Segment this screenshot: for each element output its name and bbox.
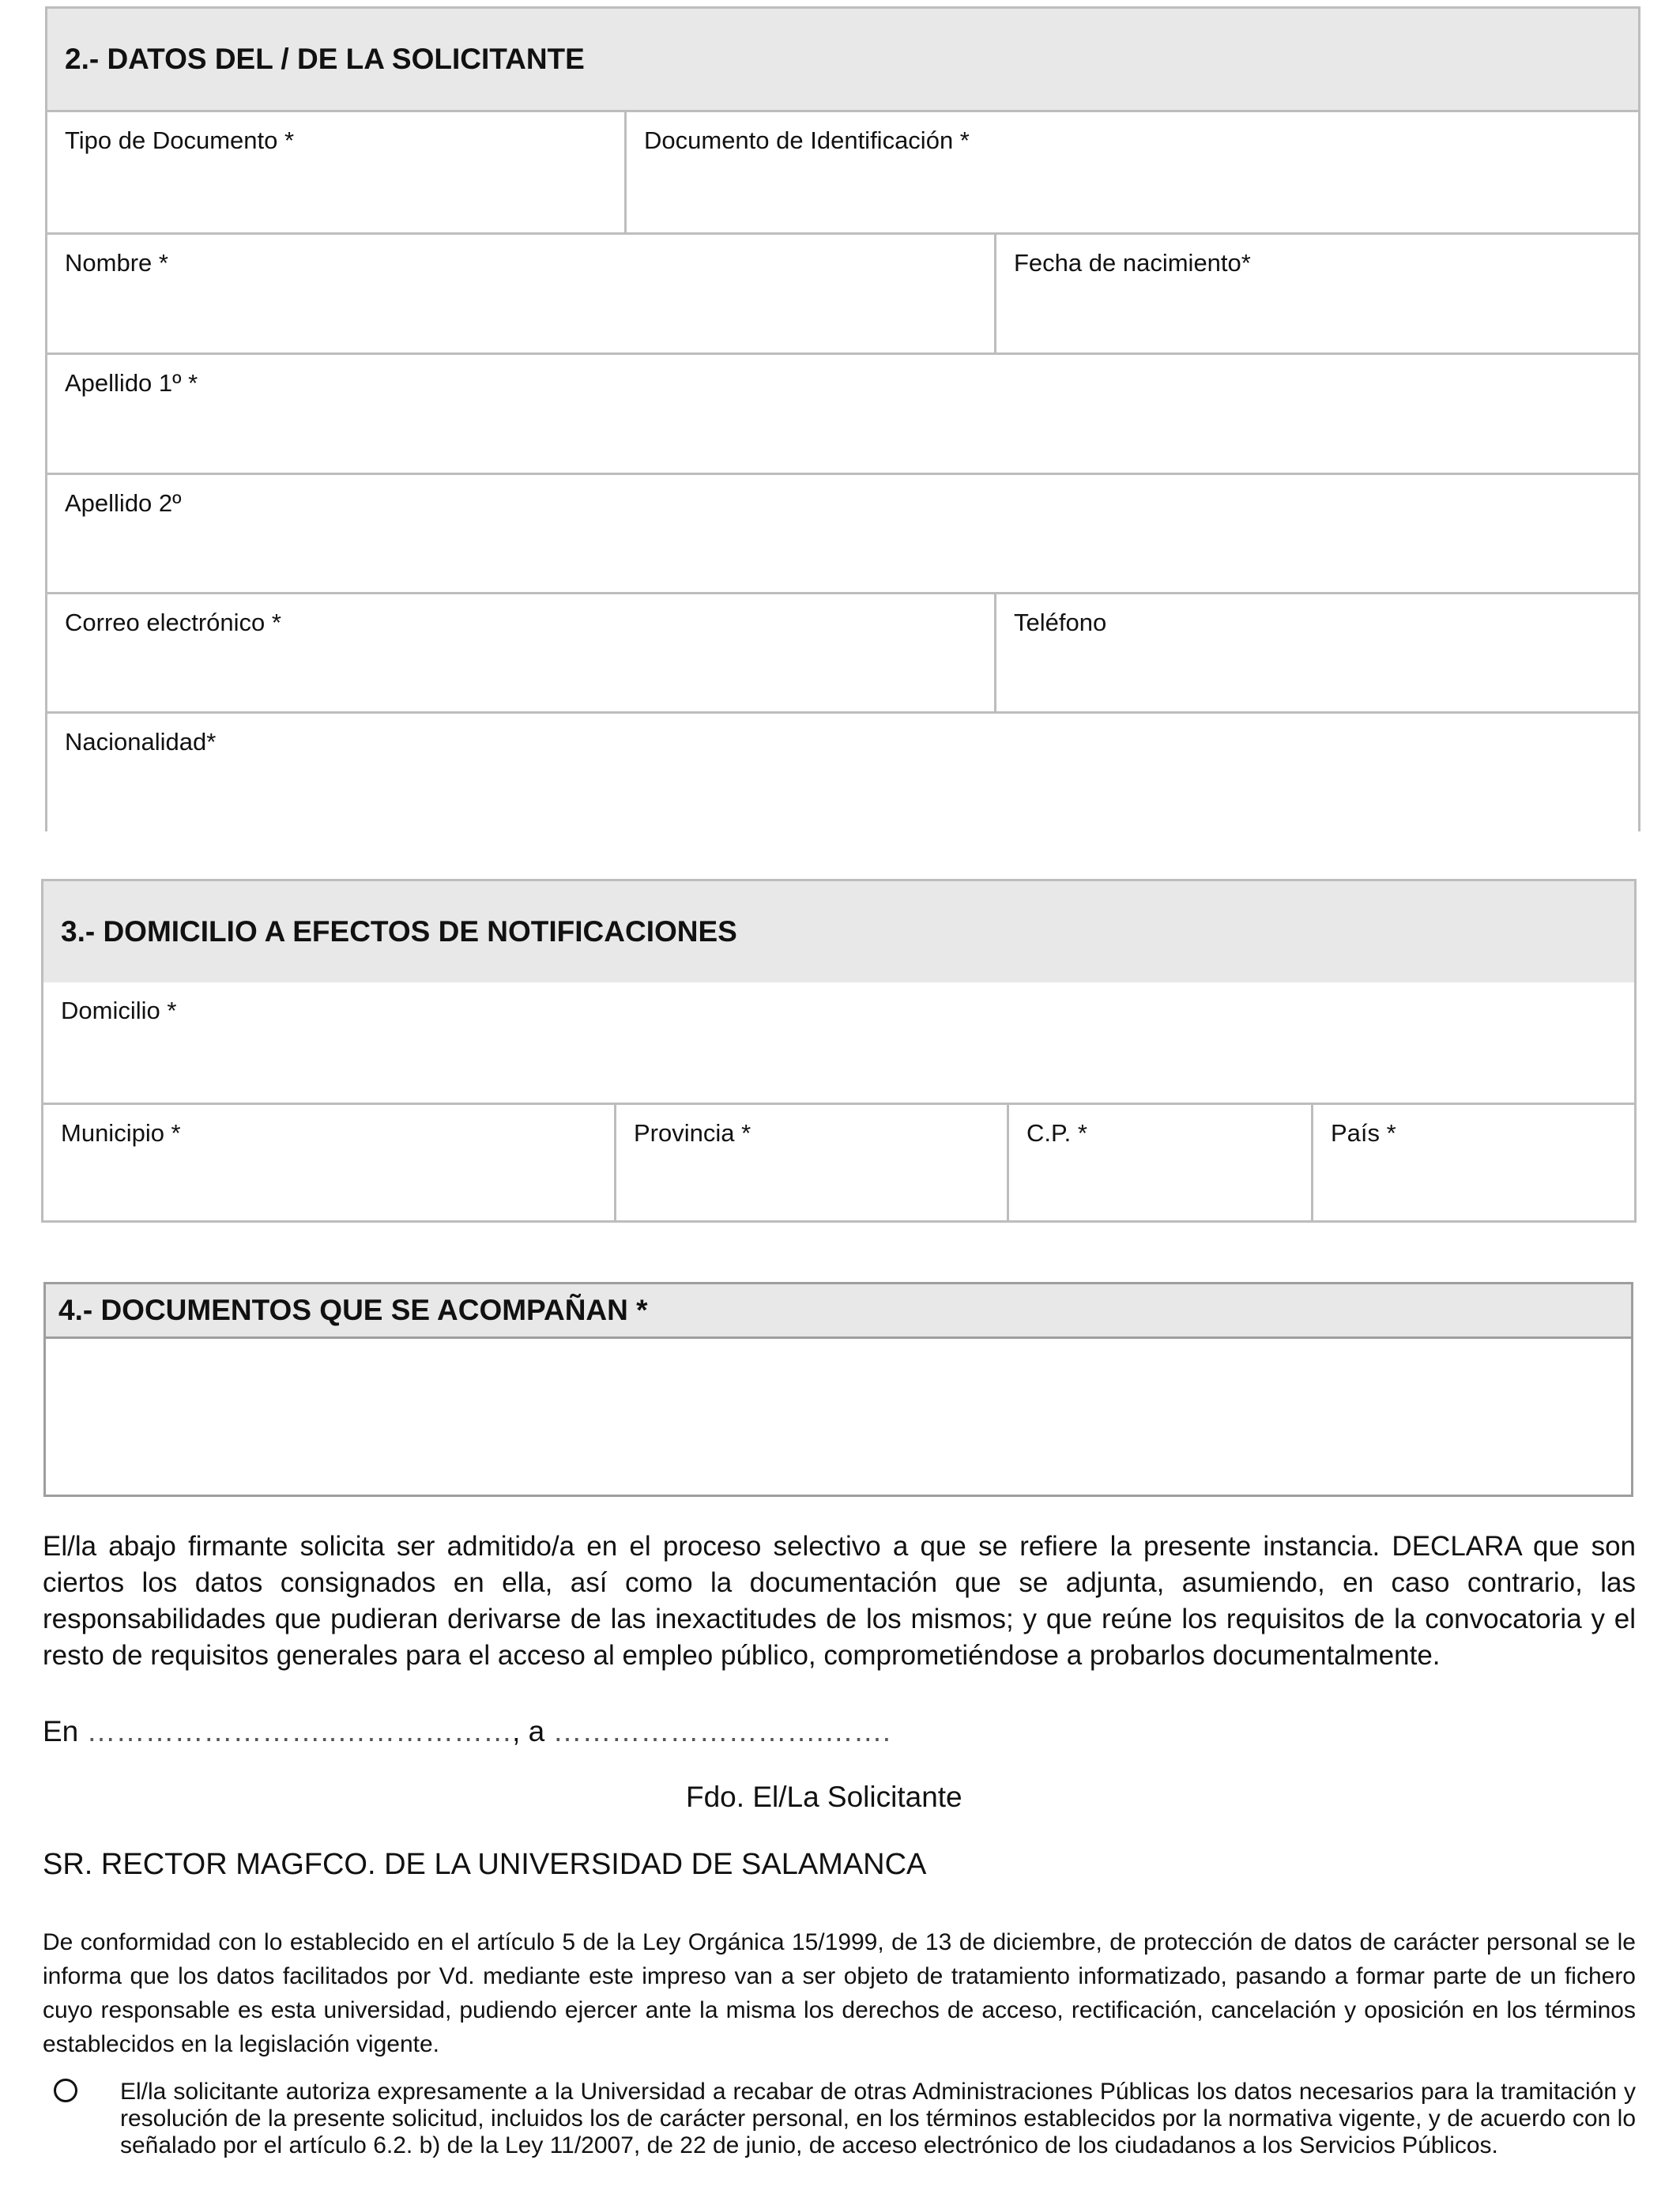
field-fecha-nacimiento[interactable] (994, 235, 1638, 352)
row-domicilio (43, 982, 1634, 1103)
field-pais[interactable] (1311, 1105, 1634, 1220)
field-nacionalidad[interactable] (47, 714, 1638, 831)
section-3-title: 3.- DOMICILIO A EFECTOS DE NOTIFICACIONES (43, 881, 1634, 982)
section-documents (43, 1282, 1633, 1497)
label-apellido2: Apellido 2º (65, 489, 182, 517)
section-4-title: 4.- DOCUMENTOS QUE SE ACOMPAÑAN * (46, 1284, 1631, 1336)
row-document (47, 110, 1638, 232)
section-applicant-data (45, 6, 1640, 831)
consent-radio[interactable] (54, 2079, 77, 2102)
label-pais: País * (1331, 1119, 1396, 1147)
addressee: SR. RECTOR MAGFCO. DE LA UNIVERSIDAD DE SALAMANCA (43, 1848, 927, 1881)
place-field[interactable]: ……………………..……………… (86, 1715, 513, 1747)
field-provincia[interactable] (614, 1105, 1007, 1220)
field-apellido1[interactable] (47, 355, 1638, 473)
label-tipo-documento: Tipo de Documento * (65, 126, 295, 154)
section-address (41, 879, 1637, 1223)
field-correo[interactable] (47, 594, 994, 711)
label-nombre: Nombre * (65, 249, 168, 277)
label-municipio: Municipio * (61, 1119, 181, 1147)
legal-notice: De conformidad con lo establecido en el artículo 5 de la Ley Orgánica 15/1999, de 13 de diciembre, de protección de datos de carácter personal se le informa que los datos facilitados por Vd. mediante este impreso van a ser objeto de tratamiento informatizado, pasando a formar parte de un fichero cuyo responsable es esta universidad, pudiendo ejercer ante la misma los derechos de acceso, rectificación, cancelación y oposición en los términos establecidos en la legislación vigente. (43, 1929, 1636, 2057)
row-contact (47, 592, 1638, 711)
consent-text: El/la solicitante autoriza expresamente a la Universidad a recabar de otras Administraciones Públicas los datos necesarios para la tramitación y resolución de la presente solicitud, incluidos los de carácter personal, en los términos establecidos por la normativa vigente, y de acuerdo con lo señalado por el artículo 6.2. b) de la Ley 11/2007, de 22 de junio, de acceso electrónico de los ciudadanos a los Servicios Públicos. (120, 2079, 1636, 2158)
field-documento-identificacion[interactable] (624, 112, 1638, 232)
row-location (43, 1103, 1634, 1220)
section-2-title: 2.- DATOS DEL / DE LA SOLICITANTE (47, 9, 1638, 110)
label-cp: C.P. * (1026, 1119, 1087, 1147)
a-label: , a (512, 1715, 545, 1747)
field-nombre[interactable] (47, 235, 994, 352)
label-domicilio: Domicilio * (61, 997, 177, 1024)
place-date-line (43, 1715, 891, 1748)
label-apellido1: Apellido 1º * (65, 369, 198, 397)
row-apellido1 (47, 352, 1638, 473)
date-field[interactable]: ……………………….……. (552, 1715, 891, 1747)
label-provincia: Provincia * (634, 1119, 751, 1147)
documents-textarea[interactable] (46, 1336, 1631, 1495)
row-name (47, 232, 1638, 352)
row-nacionalidad (47, 711, 1638, 831)
field-domicilio[interactable] (43, 982, 1634, 1103)
label-fecha-nacimiento: Fecha de nacimiento* (1014, 249, 1251, 277)
field-cp[interactable] (1007, 1105, 1311, 1220)
label-correo: Correo electrónico * (65, 609, 281, 636)
field-tipo-documento[interactable] (47, 112, 624, 232)
signature-label: Fdo. El/La Solicitante (686, 1781, 962, 1813)
label-telefono: Teléfono (1014, 609, 1107, 636)
label-nacionalidad: Nacionalidad* (65, 728, 217, 756)
en-label: En (43, 1715, 79, 1747)
row-apellido2 (47, 473, 1638, 592)
field-apellido2[interactable] (47, 475, 1638, 592)
field-telefono[interactable] (994, 594, 1638, 711)
declaration-text: El/la abajo firmante solicita ser admitido/a en el proceso selectivo a que se refiere la presente instancia. DECLARA que son ciertos los datos consignados en ella, así como la documentación que se adjunta, asumiendo, en caso contrario, las responsabilidades que pudieran derivarse de las inexactitudes de los mismos; y que reúne los requisitos de la convocatoria y el resto de requisitos generales para el acceso al empleo público, comprometiéndose a probarlos documentalmente. (43, 1531, 1636, 1671)
label-documento-identificacion: Documento de Identificación * (644, 126, 970, 154)
field-municipio[interactable] (43, 1105, 614, 1220)
